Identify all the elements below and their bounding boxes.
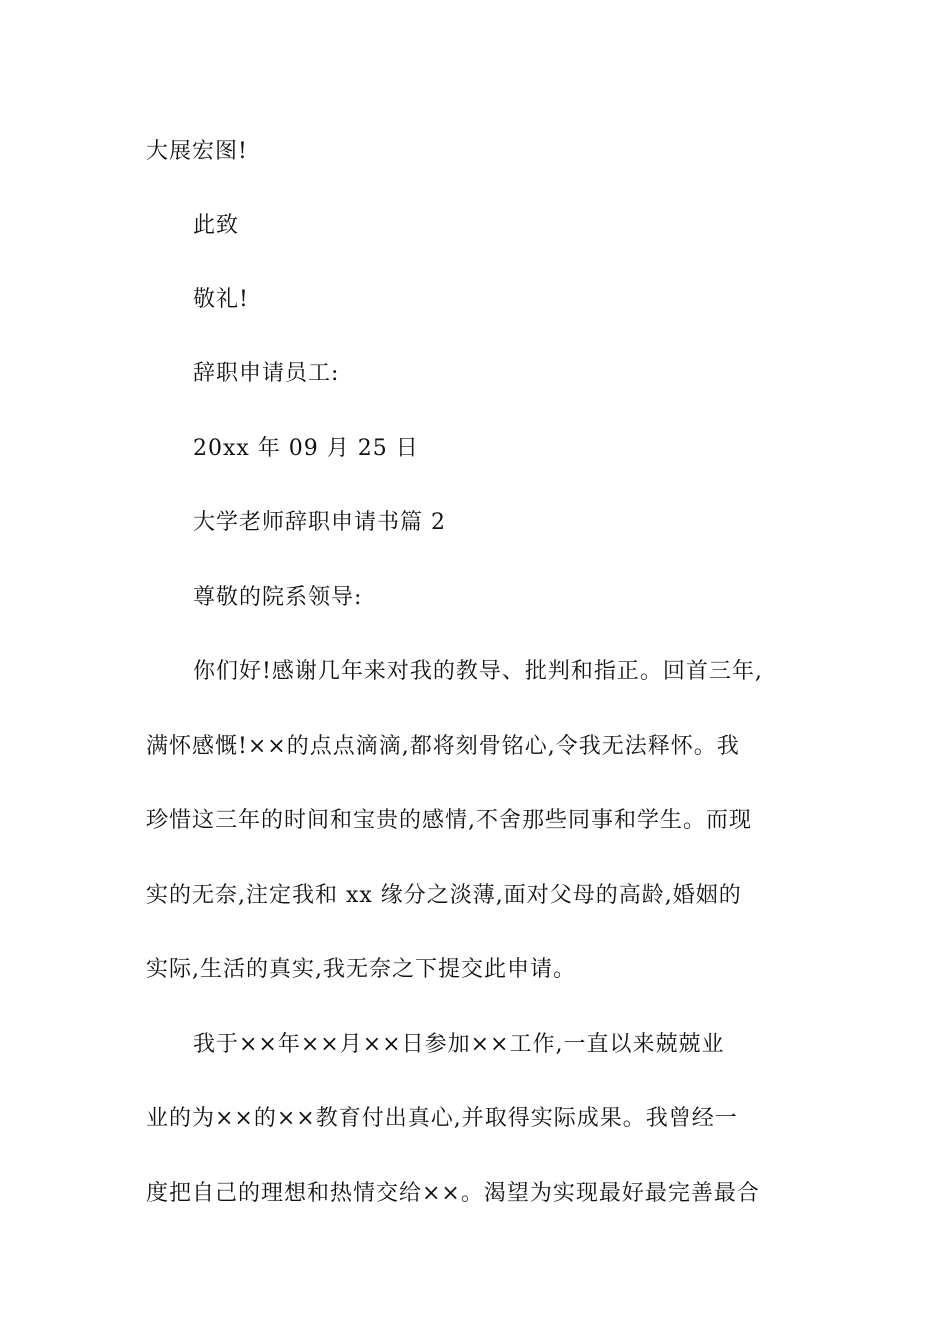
- signature-label: 辞职申请员工:: [193, 361, 340, 386]
- salutation-jingli: 敬礼!: [193, 287, 249, 312]
- body-paragraph-line: 珍惜这三年的时间和宝贵的感情,不舍那些同事和学生。而现: [146, 808, 752, 833]
- body-paragraph-line: 你们好!感谢几年来对我的教导、批判和指正。回首三年,: [193, 659, 763, 684]
- body-paragraph-line: 实际,生活的真实,我无奈之下提交此申请。: [146, 957, 576, 982]
- body-paragraph-line: 满怀感慨!××的点点滴滴,都将刻骨铭心,令我无法释怀。我: [146, 734, 740, 759]
- body-paragraph-line: 度把自己的理想和热情交给××。渴望为实现最好最完善最合: [146, 1181, 760, 1206]
- body-paragraph-line: 实的无奈,注定我和 xx 缘分之淡薄,面对父母的高龄,婚姻的: [146, 883, 742, 908]
- section-heading: 大学老师辞职申请书篇 2: [193, 510, 446, 535]
- body-paragraph-line: 我于××年××月××日参加××工作,一直以来兢兢业: [193, 1032, 725, 1057]
- addressee-line: 尊敬的院系领导:: [193, 585, 363, 610]
- date-line: 20xx 年 09 月 25 日: [193, 436, 419, 461]
- salutation-cizhi: 此致: [193, 213, 240, 238]
- closing-wish-line: 大展宏图!: [146, 139, 248, 164]
- body-paragraph-line: 业的为××的××教育付出真心,并取得实际成果。我曾经一: [146, 1106, 738, 1131]
